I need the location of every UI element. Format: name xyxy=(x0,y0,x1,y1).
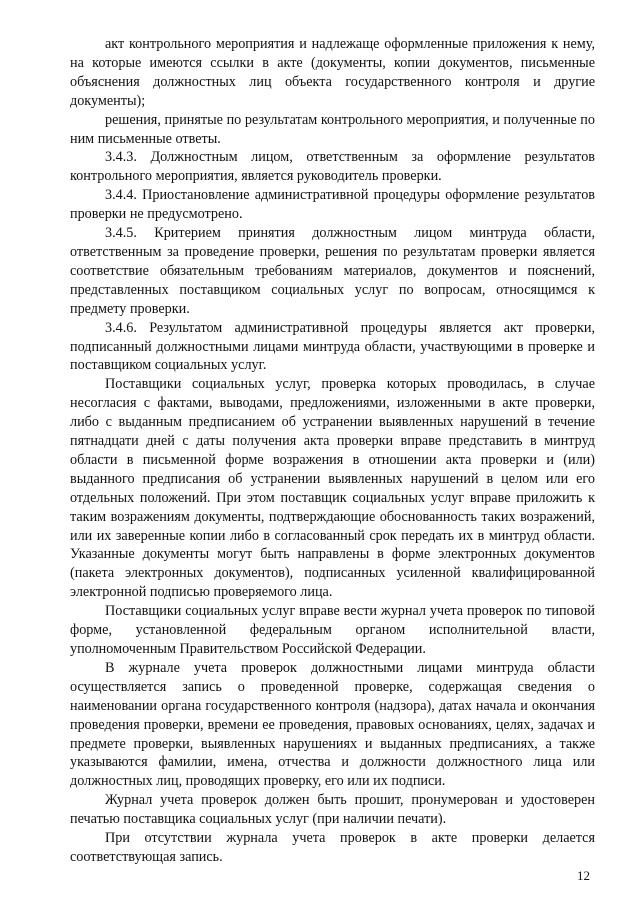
paragraph-act-attachments: акт контрольного мероприятия и надлежаще оформленные приложения к нему, на которые имеются ссылки в акте (документы, копии документов, письменные объяснения должностных лиц объекта государственного контроля и другие документы); xyxy=(70,36,595,109)
paragraph-3-4-6: 3.4.6. Результатом административной процедуры является акт проверки, подписанный должностными лицами минтруда области, участвующими в проверке и поставщиком социальных услуг. xyxy=(70,319,595,374)
paragraph-journal-record: В журнале учета проверок должностными лицами минтруда области осуществляется запись о проведенной проверке, содержащая сведения о наименовании органа государственного контроля (надзора), датах начала и окончания проведения проверки, времени ее проведения, правовых основаниях, целях, задачах и предмете проверки, выявленных нарушениях и выданных предписаниях, а также указываются фамилии, имена, отчества и должности должностного лица или должностных лиц, проводящих проверку, его или их подписи. xyxy=(70,659,595,790)
paragraph-objections: Поставщики социальных услуг, проверка которых проводилась, в случае несогласия с фактами, выводами, предложениями, изложенными в акте проверки, либо с выданным предписанием об устранении выявленных нарушений в течение пятнадцати дней с даты получения акта проверки вправе представить в минтруд области в письменной форме возражения в отношении акта проверки и (или) выданного предписания об устранении выявленных нарушений в целом или его отдельных положений. При этом поставщик социальных услуг вправе приложить к таким возражениям документы, подтверждающие обоснованность таких возражений, или их заверенные копии либо в согласованный срок передать их в минтруд области. Указанные документы могут быть направлены в форме электронных документов (пакета электронных документов), подписанных усиленной квалифицированной электронной подписью проверяемого лица. xyxy=(70,376,595,601)
paragraph-decisions: решения, принятые по результатам контрольного мероприятия, и полученные по ним письменные ответы. xyxy=(70,111,595,147)
paragraph-journal-absence: При отсутствии журнала учета проверок в акте проверки делается соответствующая запись. xyxy=(70,830,595,865)
paragraph-journal-binding: Журнал учета проверок должен быть прошит, пронумерован и удостоверен печатью поставщика социальных услуг (при наличии печати). xyxy=(70,792,595,828)
paragraph-3-4-3: 3.4.3. Должностным лицом, ответственным за оформление результатов контрольного мероприятия, является руководитель проверки. xyxy=(70,149,595,185)
paragraph-journal-right: Поставщики социальных услуг вправе вести журнал учета проверок по типовой форме, установленной федеральным органом исполнительной власти, уполномоченным Правительством Российской Федерации. xyxy=(70,603,595,657)
document-body xyxy=(70,35,595,867)
paragraph-3-4-4: 3.4.4. Приостановление административной процедуры оформление результатов проверки не предусмотрено. xyxy=(70,187,595,223)
page-number: 12 xyxy=(577,868,590,883)
paragraph-3-4-5: 3.4.5. Критерием принятия должностным лицом минтруда области, ответственным за проведение проверки, решения по результатам проверки является соответствие обязательным требованиям материалов, документов и пояснений, представленных поставщиком социальных услуг по вопросам, относящимся к предмету проверки. xyxy=(70,225,595,317)
